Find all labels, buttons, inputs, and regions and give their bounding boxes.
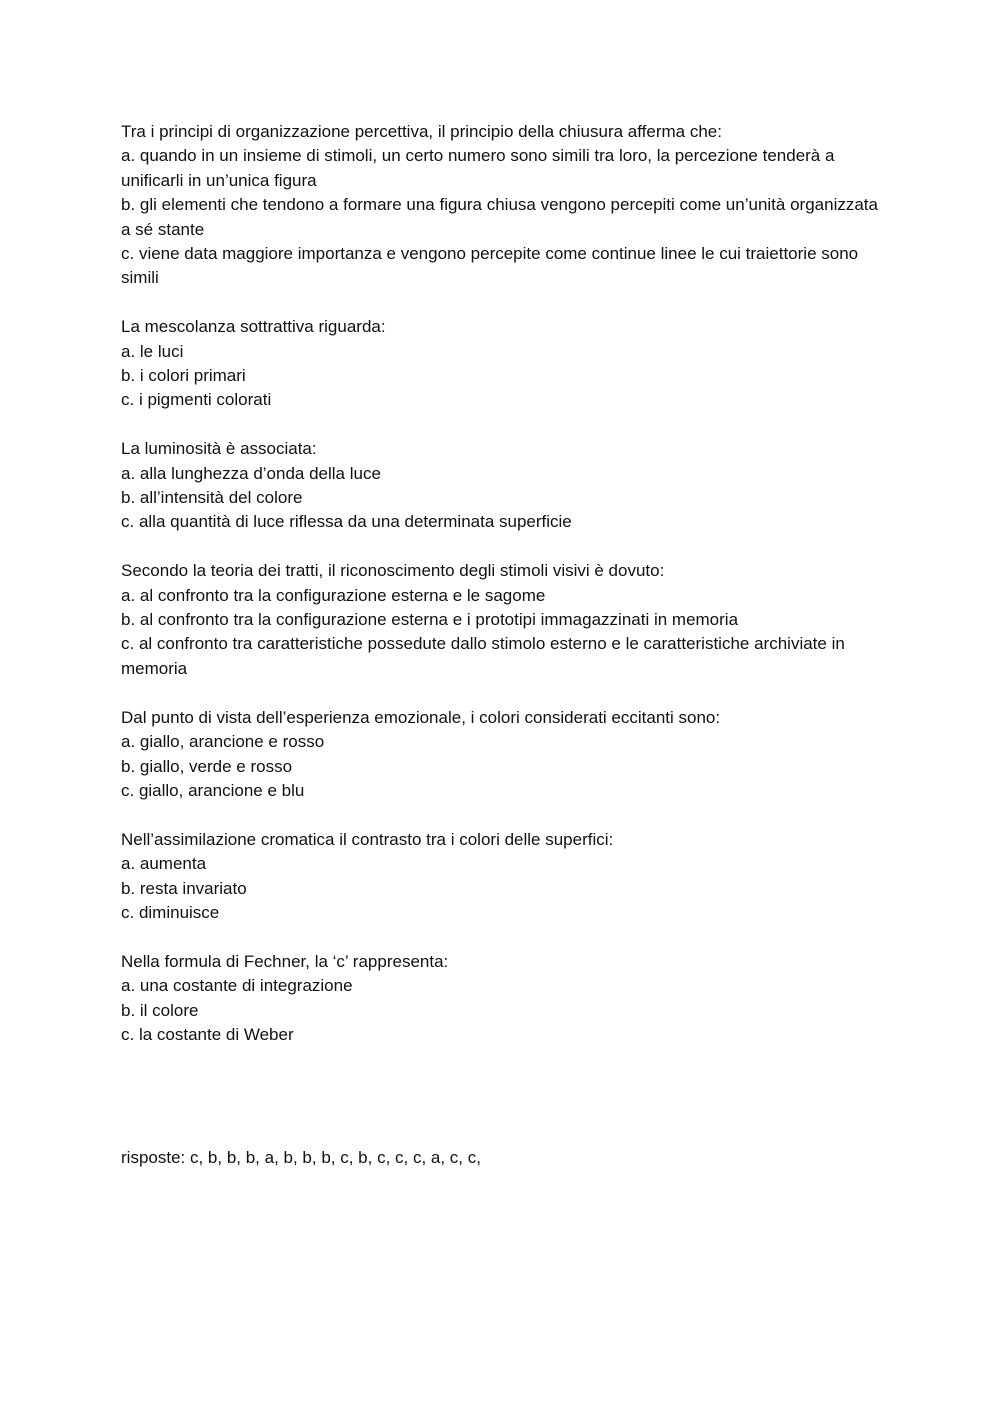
question-5	[121, 706, 891, 804]
option-c: c. viene data maggiore importanza e vengono percepite come continue linee le cui traiettorie sono simili	[121, 244, 859, 288]
question-text: La mescolanza sottrattiva riguarda:	[121, 317, 386, 337]
option-c: c. alla quantità di luce riflessa da una determinata superficie	[121, 512, 572, 532]
option-c: c. giallo, arancione e blu	[121, 780, 305, 800]
answer-key: risposte: c, b, b, b, a, b, b, b, c, b, c, c, c, a, c, c,	[121, 1148, 481, 1167]
option-b: b. il colore	[121, 1000, 199, 1020]
option-c: c. al confronto tra caratteristiche possedute dallo stimolo esterno e le caratteristiche archiviate in memoria	[121, 634, 845, 678]
question-text: Dal punto di vista dell’esperienza emozionale, i colori considerati eccitanti sono:	[121, 707, 721, 727]
option-c: c. la costante di Weber	[121, 1024, 294, 1044]
question-3	[121, 437, 891, 535]
question-4	[121, 559, 891, 681]
option-b: b. al confronto tra la configurazione esterna e i prototipi immagazzinati in memoria	[121, 610, 739, 630]
option-b: b. all’intensità del colore	[121, 488, 303, 508]
option-b: b. resta invariato	[121, 878, 247, 898]
option-a: a. aumenta	[121, 854, 207, 874]
option-b: b. gli elementi che tendono a formare una figura chiusa vengono percepiti come un’unità organizzata a sé stante	[121, 195, 878, 239]
question-text: Nell’assimilazione cromatica il contrasto tra i colori delle superfici:	[121, 829, 614, 849]
option-a: a. giallo, arancione e rosso	[121, 732, 325, 752]
question-2	[121, 315, 891, 413]
option-a: a. le luci	[121, 341, 184, 361]
option-b: b. giallo, verde e rosso	[121, 756, 293, 776]
option-a: a. al confronto tra la configurazione esterna e le sagome	[121, 585, 546, 605]
question-1	[121, 120, 891, 291]
document-body	[121, 120, 891, 1072]
option-a: a. alla lunghezza d’onda della luce	[121, 463, 381, 483]
option-b: b. i colori primari	[121, 366, 246, 386]
question-text: Nella formula di Fechner, la ‘c’ rappresenta:	[121, 951, 449, 971]
option-c: c. diminuisce	[121, 902, 220, 922]
question-text: La luminosità è associata:	[121, 439, 317, 459]
option-a: a. una costante di integrazione	[121, 976, 353, 996]
question-text: Secondo la teoria dei tratti, il riconoscimento degli stimoli visivi è dovuto:	[121, 561, 665, 581]
option-c: c. i pigmenti colorati	[121, 390, 272, 410]
option-a: a. quando in un insieme di stimoli, un certo numero sono simili tra loro, la percezione tenderà a unificarli in un’unica figura	[121, 146, 835, 190]
question-6	[121, 828, 891, 926]
question-text: Tra i principi di organizzazione percettiva, il principio della chiusura afferma che:	[121, 122, 722, 141]
question-7	[121, 950, 891, 1048]
